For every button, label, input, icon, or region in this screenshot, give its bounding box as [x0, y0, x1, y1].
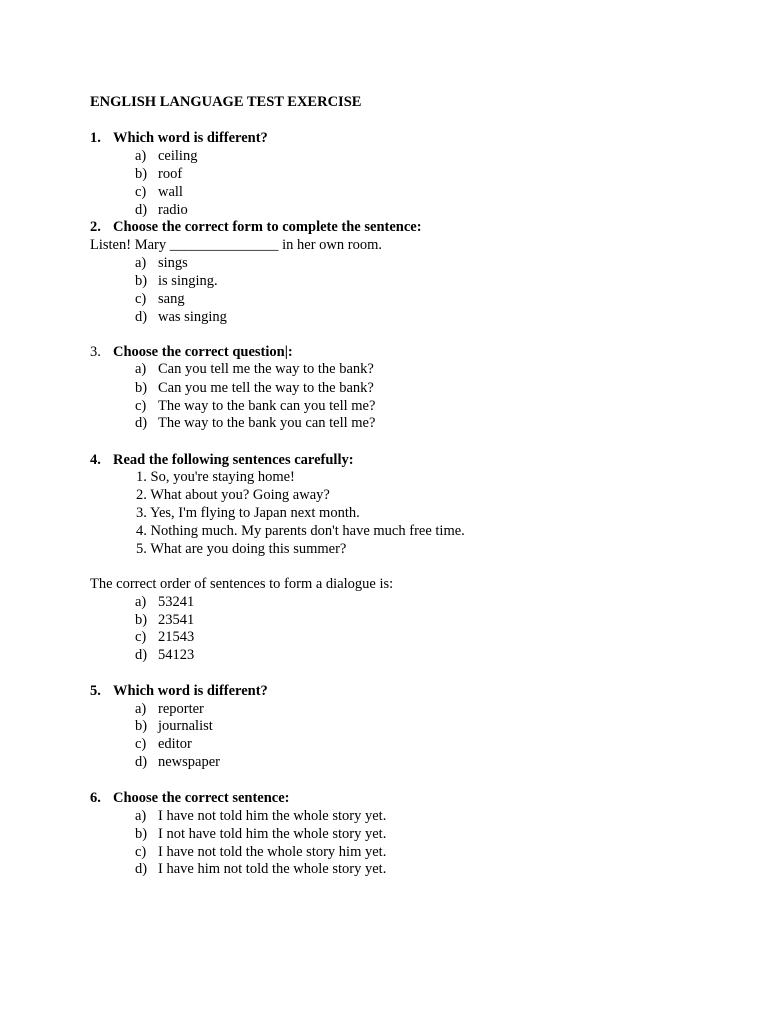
question-prompt: Choose the correct form to complete the sentence:	[113, 219, 422, 235]
option-letter: c)	[135, 184, 147, 200]
question-stem: The correct order of sentences to form a dialogue is:	[90, 576, 394, 592]
document-title: ENGLISH LANGUAGE TEST EXERCISE	[90, 94, 362, 110]
option-text: 53241	[158, 594, 195, 610]
option-text: 21543	[158, 629, 195, 645]
question-number: 6.	[90, 790, 101, 806]
option-letter: d)	[135, 754, 148, 770]
option-text: sang	[158, 291, 185, 307]
option-text: roof	[158, 166, 183, 182]
question-number: 1.	[90, 130, 101, 146]
option-text: wall	[158, 184, 183, 200]
question-number: 5.	[90, 683, 101, 699]
option-text: 54123	[158, 647, 195, 663]
option-letter: b)	[135, 612, 148, 628]
option-letter: a)	[135, 808, 147, 824]
option-letter: d)	[135, 861, 148, 877]
question-prompt: Choose the correct sentence:	[113, 790, 290, 806]
option-letter: b)	[135, 166, 148, 182]
option-text: radio	[158, 202, 188, 218]
dialogue-sentence: 5. What are you doing this summer?	[136, 541, 347, 557]
option-letter: c)	[135, 291, 147, 307]
question-prompt: Which word is different?	[113, 683, 268, 699]
option-text: Can you me tell the way to the bank?	[158, 380, 374, 396]
option-letter: a)	[135, 148, 147, 164]
option-letter: a)	[135, 701, 147, 717]
dialogue-sentence: 2. What about you? Going away?	[136, 487, 330, 503]
option-text: I have him not told the whole story yet.	[158, 861, 387, 877]
option-letter: a)	[135, 594, 147, 610]
option-text: newspaper	[158, 754, 221, 770]
dialogue-sentence: 3. Yes, I'm flying to Japan next month.	[136, 505, 360, 521]
question-number: 3.	[90, 344, 101, 360]
option-text: was singing	[158, 309, 227, 325]
question-prompt: Which word is different?	[113, 130, 268, 146]
option-text: editor	[158, 736, 192, 752]
option-letter: c)	[135, 736, 147, 752]
option-letter: d)	[135, 415, 148, 431]
option-text: journalist	[158, 718, 213, 734]
option-text: The way to the bank you can tell me?	[158, 415, 376, 431]
dialogue-sentence: 1. So, you're staying home!	[136, 469, 295, 485]
option-letter: d)	[135, 647, 148, 663]
question-number: 2.	[90, 219, 101, 235]
option-letter: a)	[135, 361, 147, 377]
option-text: Can you tell me the way to the bank?	[158, 361, 374, 377]
option-letter: d)	[135, 202, 148, 218]
option-letter: c)	[135, 629, 147, 645]
option-text: is singing.	[158, 273, 218, 289]
option-letter: d)	[135, 309, 148, 325]
option-text: sings	[158, 255, 188, 271]
option-text: The way to the bank can you tell me?	[158, 398, 376, 414]
option-text: I have not told the whole story him yet.	[158, 844, 387, 860]
option-letter: b)	[135, 380, 148, 396]
option-letter: a)	[135, 255, 147, 271]
option-text: I have not told him the whole story yet.	[158, 808, 387, 824]
question-prompt: Read the following sentences carefully:	[113, 452, 354, 468]
option-text: ceiling	[158, 148, 198, 164]
question-stem: Listen! Mary _______________ in her own room.	[90, 237, 382, 253]
dialogue-sentence: 4. Nothing much. My parents don't have much free time.	[136, 523, 465, 539]
option-letter: b)	[135, 273, 148, 289]
question-prompt: Choose the correct question|:	[113, 344, 293, 360]
option-letter: b)	[135, 826, 148, 842]
question-number: 4.	[90, 452, 101, 468]
option-text: 23541	[158, 612, 195, 628]
option-letter: c)	[135, 844, 147, 860]
option-text: reporter	[158, 701, 204, 717]
option-letter: b)	[135, 718, 148, 734]
option-text: I not have told him the whole story yet.	[158, 826, 387, 842]
option-letter: c)	[135, 398, 147, 414]
